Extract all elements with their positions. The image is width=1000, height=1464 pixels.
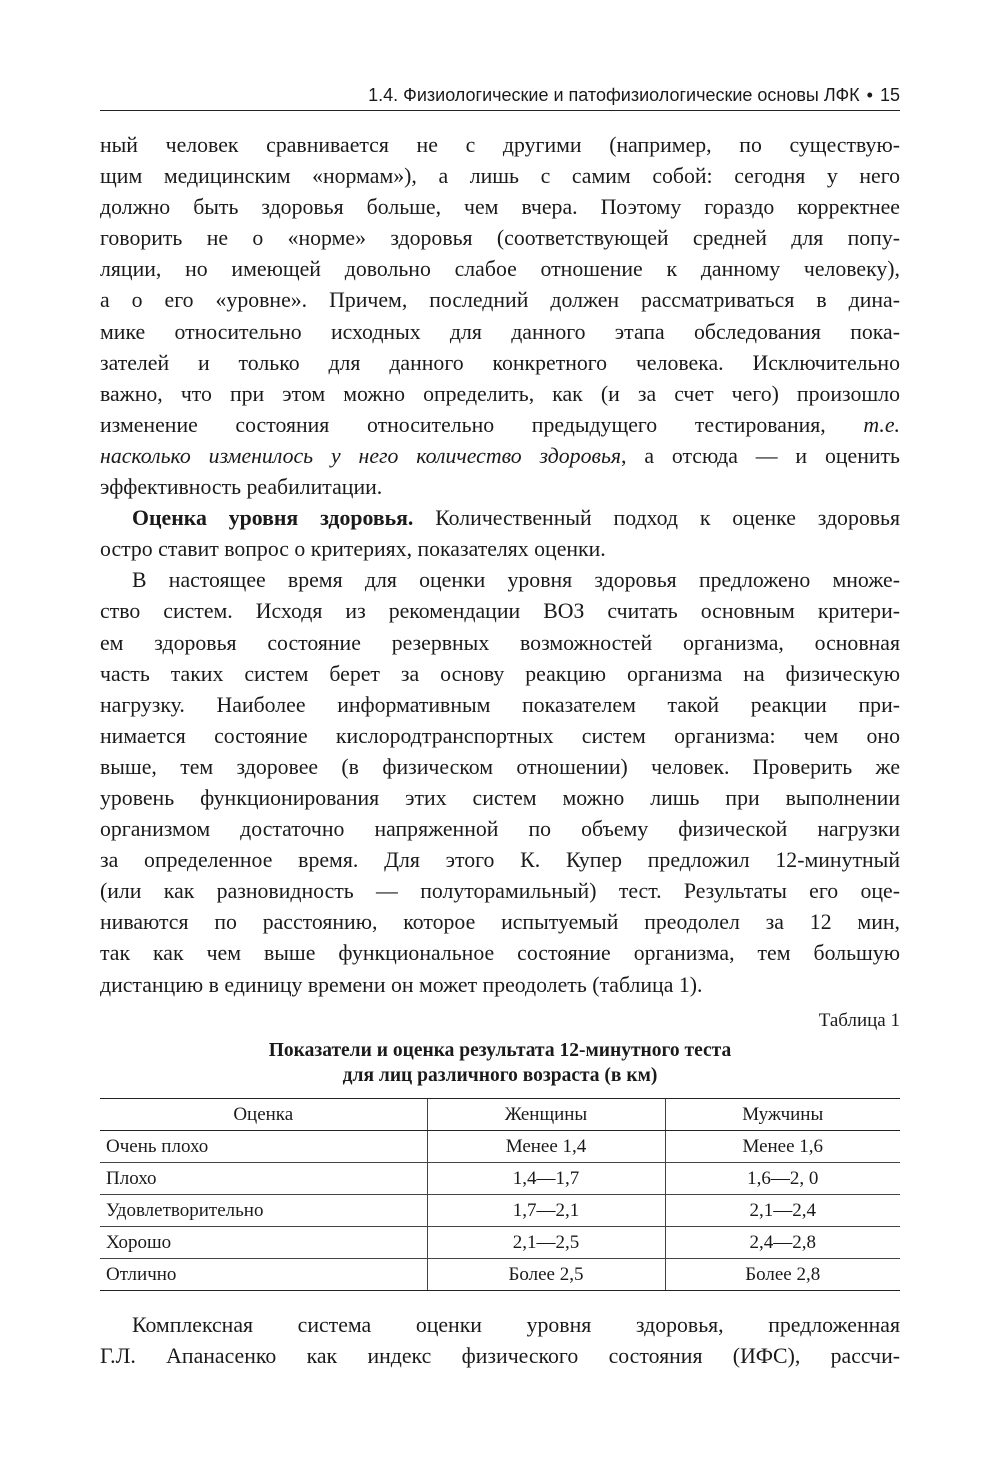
section-title: 1.4. Физиологические и патофизиологические основы ЛФК <box>368 85 860 105</box>
table-cell: 1,7—2,1 <box>427 1195 665 1227</box>
text-line: ляции, но имеющей довольно слабое отношение к данному человеку), <box>100 257 900 282</box>
text-line: должно быть здоровья больше, чем вчера. Поэтому гораздо корректнее <box>100 195 900 220</box>
text-line: организмом достаточно напряженной по объему физической нагрузки <box>100 817 900 842</box>
running-header <box>100 80 900 111</box>
text-line: часть таких систем берет за основу реакцию организма на физическую <box>100 661 900 686</box>
text-line: В настоящее время для оценки уровня здоровья предложено множе- <box>132 568 900 593</box>
table-row <box>100 1131 900 1163</box>
text-span: , а отсюда — и оценить <box>621 443 901 468</box>
table-row <box>100 1227 900 1259</box>
text-line: ниваются по расстоянию, которое испытуемый преодолел за 12 мин, <box>100 910 900 935</box>
table-cell: 2,4—2,8 <box>665 1227 900 1259</box>
text-line: нимается состояние кислородтранспортных систем организма: чем оно <box>100 723 900 748</box>
text-line: а о его «уровне». Причем, последний должен рассматриваться в дина- <box>100 288 900 313</box>
table-cell: 2,1—2,5 <box>427 1227 665 1259</box>
table-title-line: для лиц различного возраста (в км) <box>342 1065 658 1086</box>
text-line: так как чем выше функциональное состояние организма, тем большую <box>100 941 900 966</box>
table-cell: Удовлетворительно <box>100 1195 427 1227</box>
text-line: остро ставит вопрос о критериях, показателях оценки. <box>100 537 606 562</box>
table-cell: Более 2,8 <box>665 1259 900 1291</box>
table-cell: Более 2,5 <box>427 1259 665 1291</box>
table-cell: Очень плохо <box>100 1131 427 1163</box>
text-line: зателей и только для данного конкретного человека. Исключительно <box>100 350 900 375</box>
table-row <box>100 1163 900 1195</box>
body-text <box>100 130 900 1001</box>
italic-abbrev: т.е. <box>863 412 900 437</box>
text-line: (или как разновидность — полуторамильный) тест. Результаты его оце- <box>100 879 900 904</box>
table-cell: Отлично <box>100 1259 427 1291</box>
text-line: выше, тем здоровее (в физическом отношении) человек. Проверить же <box>100 754 900 779</box>
text-span: Количественный подход к оценке здоровья <box>413 506 900 531</box>
text-line: за определенное время. Для этого К. Купер предложил 12-минутный <box>100 848 900 873</box>
bullet-separator: • <box>866 85 873 105</box>
text-line <box>100 441 900 472</box>
italic-emphasis: насколько изменилось у него количество здоровья <box>100 443 621 468</box>
bold-heading: Оценка уровня здоровья. <box>132 506 414 531</box>
text-line: важно, что при этом можно определить, как (и за счет чего) произошло <box>100 381 900 406</box>
results-table <box>100 1098 900 1291</box>
table-row <box>100 1195 900 1227</box>
table-cell: 1,6—2, 0 <box>665 1163 900 1195</box>
table-cell: 1,4—1,7 <box>427 1163 665 1195</box>
text-line: нагрузку. Наиболее информативным показателем такой реакции при- <box>100 692 900 717</box>
text-line: ство систем. Исходя из рекомендации ВОЗ считать основным критери- <box>100 599 900 624</box>
table-header-row <box>100 1099 900 1131</box>
table-title <box>100 1038 900 1088</box>
column-header: Мужчины <box>665 1099 900 1131</box>
text-line <box>100 503 900 534</box>
table-cell: Менее 1,4 <box>427 1131 665 1163</box>
text-line: мике относительно исходных для данного этапа обследования пока- <box>100 319 900 344</box>
text-line: дистанцию в единицу времени он может преодолеть (таблица 1). <box>100 972 703 997</box>
text-line <box>100 410 900 441</box>
table-caption: Таблица 1 <box>818 1010 900 1031</box>
text-span: изменение состояния относительно предыдущего тестирования, <box>100 412 826 437</box>
text-line: Г.Л. Апанасенко как индекс физического состояния (ИФС), рассчи- <box>100 1344 900 1369</box>
table-cell: Менее 1,6 <box>665 1131 900 1163</box>
column-header: Оценка <box>100 1099 427 1131</box>
text-line: уровень функционирования этих систем можно лишь при выполнении <box>100 785 900 810</box>
page-number: 15 <box>879 85 900 105</box>
body-text-continued <box>100 1310 900 1372</box>
text-line: ный человек сравнивается не с другими (например, по существую- <box>100 133 900 157</box>
text-line: щим медицинским «нормам»), а лишь с самим собой: сегодня у него <box>100 164 900 189</box>
text-line: говорить не о «норме» здоровья (соответствующей средней для попу- <box>100 226 900 251</box>
text-line: Комплексная система оценки уровня здоровья, предложенная <box>132 1313 900 1337</box>
table-cell: Плохо <box>100 1163 427 1195</box>
text-line: ем здоровья состояние резервных возможностей организма, основная <box>100 630 900 655</box>
text-line: эффективность реабилитации. <box>100 475 383 500</box>
table-cell: 2,1—2,4 <box>665 1195 900 1227</box>
table-cell: Хорошо <box>100 1227 427 1259</box>
table-row <box>100 1259 900 1291</box>
column-header: Женщины <box>427 1099 665 1131</box>
table-title-line: Показатели и оценка результата 12-минутного теста <box>268 1040 732 1061</box>
